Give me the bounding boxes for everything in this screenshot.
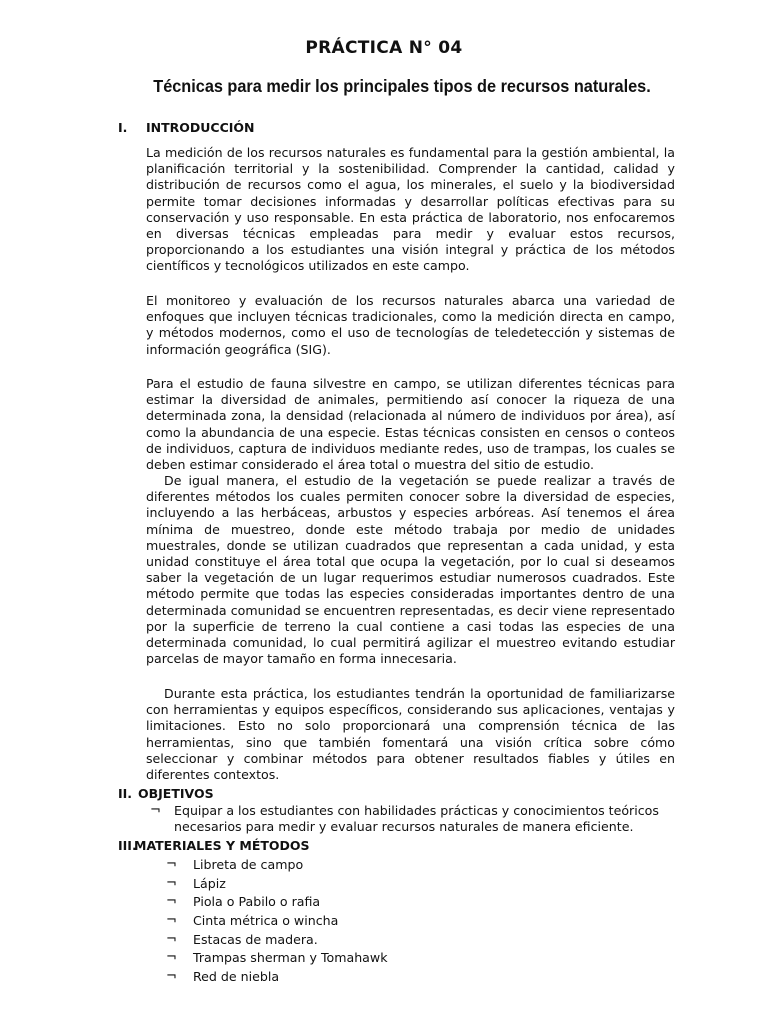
section-number: I.	[118, 120, 128, 135]
material-text: Piola o Pabilo o rafia	[193, 894, 321, 910]
section-title: MATERIALES Y MÉTODOS	[134, 838, 310, 853]
list-item	[162, 968, 388, 987]
section-heading-objetivos	[118, 786, 214, 801]
bullet-icon: ¬	[166, 913, 177, 929]
intro-paragraph-5: Durante esta práctica, los estudiantes tendrán la oportunidad de familiarizarse con herramientas y equipos específicos, considerando sus aplicaciones, ventajas y limitaciones. Esto no solo proporcionará una comprensión técnica de las herramientas, sino que también fomentará una visión crítica sobre cómo seleccionar y combinar métodos para obtener resultados fiables y útiles en diferentes contextos.	[146, 686, 675, 783]
list-item	[162, 912, 388, 931]
bullet-icon: ¬	[166, 969, 177, 985]
document-title: PRÁCTICA N° 04	[305, 38, 463, 58]
intro-paragraph-2: El monitoreo y evaluación de los recursos naturales abarca una variedad de enfoques que incluyen técnicas tradicionales, como la medición directa en campo, y métodos modernos, como el uso de tecnologías de teledetección y sistemas de información geográfica (SIG).	[146, 293, 675, 357]
list-item	[162, 949, 388, 968]
document-subtitle: Técnicas para medir los principales tipos de recursos naturales.	[153, 76, 651, 96]
section-heading-introduccion	[118, 120, 255, 135]
bullet-icon: ¬	[166, 875, 177, 891]
materials-list	[162, 856, 388, 987]
section-heading-materiales	[118, 838, 310, 853]
objective-text: Equipar a los estudiantes con habilidades prácticas y conocimientos teóricos necesarios para medir y evaluar recursos naturales de manera eficiente.	[174, 803, 659, 835]
bullet-icon: ¬	[150, 803, 161, 818]
material-text: Red de niebla	[193, 969, 280, 985]
bullet-icon: ¬	[166, 894, 177, 910]
bullet-icon: ¬	[166, 931, 177, 947]
section-number: III.	[118, 838, 137, 853]
intro-paragraph-4: De igual manera, el estudio de la vegetación se puede realizar a través de diferentes métodos los cuales permiten conocer sobre la diversidad de especies, incluyendo a las herbáceas, arbustos y especies arbóreas. Así tenemos el área mínima de muestreo, donde este método trabaja por medio de unidades muestrales, donde se utilizan cuadrados que representan a cada unidad, y esta unidad constituye el área total que ocupa la vegetación, por lo cual si deseamos saber la vegetación de un lugar requerimos estudiar numerosos cuadrados. Este método permite que todas las especies consideradas importantes dentro de una determinada comunidad se encuentren representadas, es decir viene representado por la superficie de terreno la cual contiene a casi todas las especies de una determinada comunidad, lo cual permitirá agilizar el muestreo evitando estudiar parcelas de mayor tamaño en forma innecesaria.	[146, 473, 675, 667]
list-item	[162, 875, 388, 894]
objective-item	[146, 803, 714, 835]
material-text: Libreta de campo	[193, 857, 304, 872]
bullet-icon: ¬	[166, 857, 177, 872]
material-text: Lápiz	[193, 875, 226, 891]
section-title: OBJETIVOS	[138, 786, 214, 801]
material-text: Estacas de madera.	[193, 931, 318, 947]
intro-paragraph-3: Para el estudio de fauna silvestre en campo, se utilizan diferentes técnicas para estimar la diversidad de animales, permitiendo así conocer la riqueza de una determinada zona, la densidad (relacionada al número de individuos por área), así como la abundancia de una especie. Estas técnicas consisten en censos o conteos de individuos, captura de individuos mediante redes, uso de trampas, los cuales se deben estimar considerado el área total o muestra del sitio de estudio.	[146, 376, 675, 473]
bullet-icon: ¬	[166, 950, 177, 966]
list-item	[162, 893, 388, 912]
material-text: Trampas sherman y Tomahawk	[193, 950, 388, 966]
list-item	[162, 931, 388, 950]
section-number: II.	[118, 786, 133, 801]
section-title: INTRODUCCIÓN	[146, 120, 255, 135]
material-text: Cinta métrica o wincha	[193, 913, 339, 929]
list-item	[162, 856, 388, 875]
intro-paragraph-1: La medición de los recursos naturales es fundamental para la gestión ambiental, la planificación territorial y la sostenibilidad. Comprender la cantidad, calidad y distribución de recursos como el agua, los minerales, el suelo y la biodiversidad permite tomar decisiones informadas y desarrollar políticas efectivas para su conservación y uso responsable. En esta práctica de laboratorio, nos enfocaremos en diversas técnicas empleadas para medir y evaluar estos recursos, proporcionando a los estudiantes una visión integral y práctica de los métodos científicos y tecnológicos utilizados en este campo.	[146, 145, 675, 274]
